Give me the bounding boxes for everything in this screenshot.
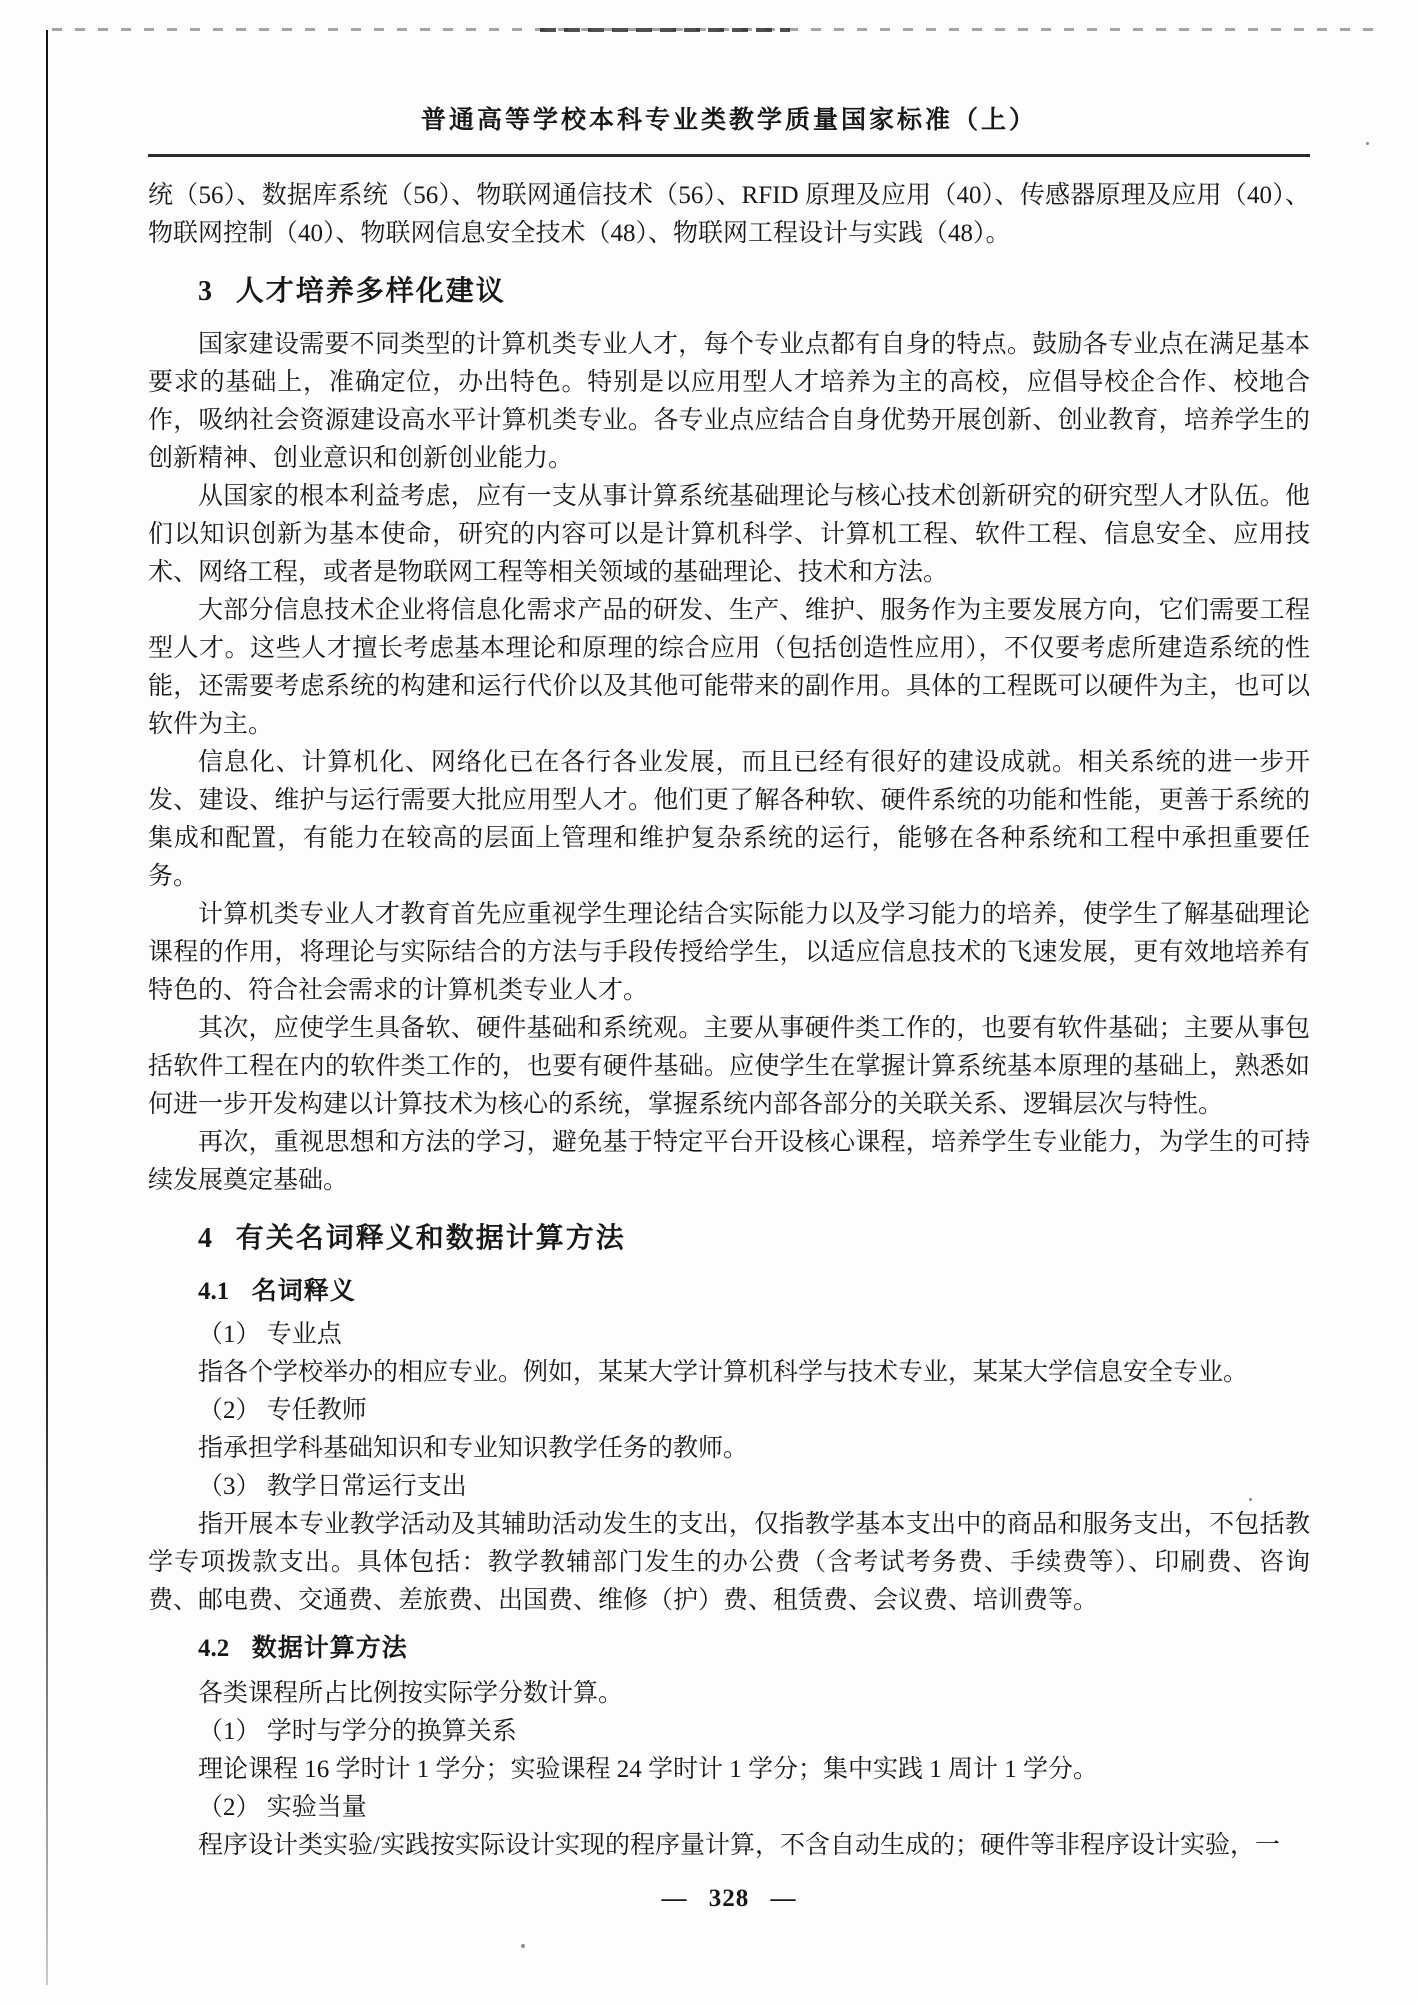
subsection-4-2-intro: 各类课程所占比例按实际学分数计算。 <box>198 1680 624 1707</box>
page-number: — 328 — <box>661 1885 797 1912</box>
subsection-4-2-title: 数据计算方法 <box>251 1634 408 1662</box>
scan-speck <box>521 1944 525 1948</box>
page-header <box>148 0 1310 157</box>
section-4-number: 4 <box>198 1223 212 1254</box>
section-3-paragraph: 计算机类专业人才教育首先应重视学生理论结合实际能力以及学习能力的培养，使学生了解基础理论课程的作用，将理论与实际结合的方法与手段传授给学生，以适应信息技术的飞速发展，更有效地培养有特色的、符合社会需求的计算机类专业人才。 <box>148 901 1310 1004</box>
term-label: （1） 专业点 <box>198 1321 342 1348</box>
term-definition: 理论课程 16 学时计 1 学分；实验课程 24 学时计 1 学分；集中实践 1 周计 1 学分。 <box>198 1756 1099 1783</box>
scan-artifact-left-vertical-line <box>46 30 48 1985</box>
term-label: （2） 专任教师 <box>198 1397 367 1424</box>
page-body <box>148 157 1310 1865</box>
section-3-paragraph: 再次，重视思想和方法的学习，避免基于特定平台开设核心课程，培养学生专业能力，为学生的可持续发展奠定基础。 <box>148 1129 1310 1194</box>
section-4-heading <box>148 1220 1310 1257</box>
section-3-paragraph: 大部分信息技术企业将信息化需求产品的研发、生产、维护、服务作为主要发展方向，它们需要工程型人才。这些人才擅长考虑基本理论和原理的综合应用（包括创造性应用），不仅要考虑所建造系统的性能，还需要考虑系统的构建和运行代价以及其他可能带来的副作用。具体的工程既可以硬件为主，也可以软件为主。 <box>148 597 1310 738</box>
intro-continuation-paragraph: 统（56）、数据库系统（56）、物联网通信技术（56）、RFID 原理及应用（40）、传感器原理及应用（40）、物联网控制（40）、物联网信息安全技术（48）、物联网工程设计与实践（48）。 <box>148 182 1310 247</box>
term-label: （2） 实验当量 <box>198 1794 367 1821</box>
section-3-paragraph: 信息化、计算机化、网络化已在各行各业发展，而且已经有很好的建设成就。相关系统的进一步开发、建设、维护与运行需要大批应用型人才。他们更了解各种软、硬件系统的功能和性能，更善于系统的集成和配置，有能力在较高的层面上管理和维护复杂系统的运行，能够在各种系统和工程中承担重要任务。 <box>148 749 1310 890</box>
section-3-paragraph: 其次，应使学生具备软、硬件基础和系统观。主要从事硬件类工作的，也要有软件基础；主要从事包括软件工程在内的软件类工作的，也要有硬件基础。应使学生在掌握计算系统基本原理的基础上，熟悉如何进一步开发构建以计算技术为核心的系统，掌握系统内部各部分的关联关系、逻辑层次与特性。 <box>148 1015 1310 1118</box>
subsection-4-1-number: 4.1 <box>198 1278 230 1305</box>
term-label: （1） 学时与学分的换算关系 <box>198 1718 517 1745</box>
section-4-title: 有关名词释义和数据计算方法 <box>235 1222 626 1253</box>
section-3-heading <box>148 273 1310 310</box>
page-footer <box>148 1885 1310 1913</box>
term-definition: 指开展本专业教学活动及其辅助活动发生的支出，仅指教学基本支出中的商品和服务支出，不包括教学专项拨款支出。具体包括：教学教辅部门发生的办公费（含考试考务费、手续费等）、印刷费、咨询费、邮电费、交通费、差旅费、出国费、维修（护）费、租赁费、会议费、培训费等。 <box>148 1511 1310 1614</box>
term-definition: 指承担学科基础知识和专业知识教学任务的教师。 <box>198 1435 749 1462</box>
term-label: （3） 教学日常运行支出 <box>198 1473 467 1500</box>
term-definition: 程序设计类实验/实践按实际设计实现的程序量计算，不含自动生成的；硬件等非程序设计实验，一 <box>198 1832 1280 1859</box>
section-3-paragraph: 从国家的根本利益考虑，应有一支从事计算系统基础理论与核心技术创新研究的研究型人才队伍。他们以知识创新为基本使命，研究的内容可以是计算机科学、计算机工程、软件工程、信息安全、应用技术、网络工程，或者是物联网工程等相关领域的基础理论、技术和方法。 <box>148 483 1310 586</box>
subsection-4-2-number: 4.2 <box>198 1635 230 1662</box>
scan-speck <box>1249 1498 1252 1501</box>
scan-speck <box>1366 142 1369 145</box>
scan-artifact-top-dashed-line-dark-segment <box>540 28 790 32</box>
section-3-paragraph: 国家建设需要不同类型的计算机类专业人才，每个专业点都有自身的特点。鼓励各专业点在满足基本要求的基础上，准确定位，办出特色。特别是以应用型人才培养为主的高校，应倡导校企合作、校地合作，吸纳社会资源建设高水平计算机类专业。各专业点应结合自身优势开展创新、创业教育，培养学生的创新精神、创业意识和创新创业能力。 <box>148 331 1310 472</box>
subsection-4-1-heading <box>148 1273 1310 1310</box>
section-3-number: 3 <box>198 276 212 307</box>
running-head-title: 普通高等学校本科专业类教学质量国家标准（上） <box>420 107 1037 134</box>
section-3-title: 人才培养多样化建议 <box>235 275 506 306</box>
subsection-4-2-heading <box>148 1630 1310 1667</box>
subsection-4-1-title: 名词释义 <box>251 1277 356 1305</box>
term-definition: 指各个学校举办的相应专业。例如，某某大学计算机科学与技术专业，某某大学信息安全专业。 <box>198 1359 1249 1386</box>
